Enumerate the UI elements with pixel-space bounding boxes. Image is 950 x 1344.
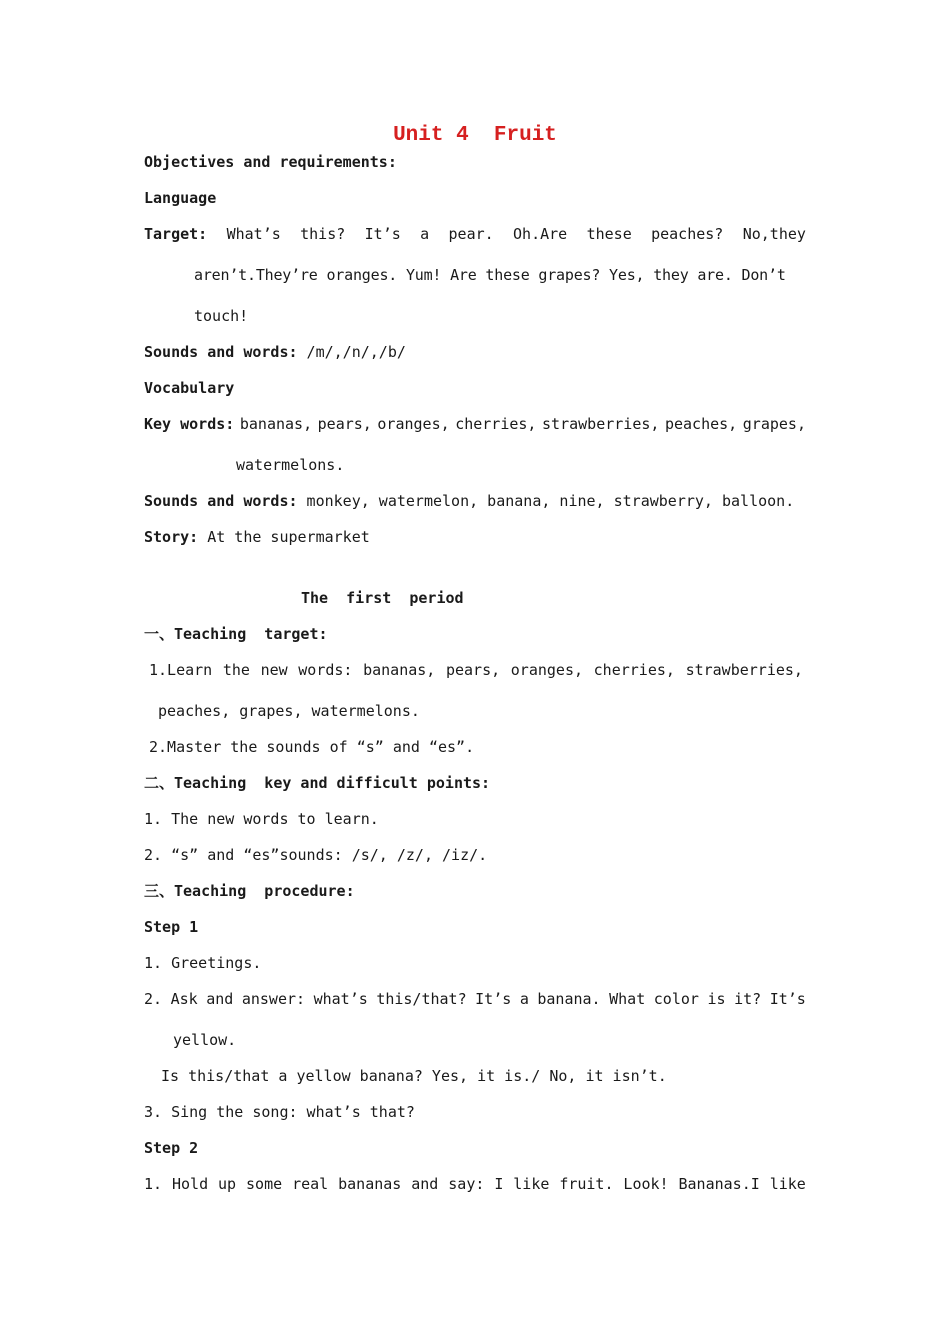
item-word: up [218, 1175, 237, 1193]
target-line-1 [144, 224, 806, 244]
target-word: What’s [226, 225, 281, 243]
target-line-3: touch! [194, 307, 249, 325]
item-word: this/that? [376, 990, 467, 1008]
target-word: pear. [448, 225, 494, 243]
keywords-label: Key words: [144, 415, 235, 433]
item-word: strawberries, [685, 661, 803, 679]
sounds-words-label: Sounds and words: [144, 343, 298, 361]
item-word: 2. [144, 990, 163, 1008]
item-word: bananas, [363, 661, 436, 679]
sounds-words-value: /m/,/n/,/b/ [297, 343, 406, 361]
target-label: Target: [144, 225, 208, 243]
section-1-item-2: 2.Master the sounds of “s” and “es”. [149, 738, 475, 756]
item-word: banana. [537, 990, 601, 1008]
period-heading: The first period [301, 589, 464, 607]
keywords-line-2: watermelons. [236, 456, 345, 474]
item-word: like [513, 1175, 550, 1193]
sounds-words-line [144, 342, 406, 362]
story-line [144, 527, 370, 547]
objectives-heading: Objectives and requirements: [144, 153, 397, 171]
story-label: Story: [144, 528, 199, 546]
item-word: I [494, 1175, 504, 1193]
item-word: 1. [144, 1175, 163, 1193]
item-word: 1.Learn [149, 661, 213, 679]
story-value: At the supermarket [198, 528, 370, 546]
target-word: this? [300, 225, 346, 243]
keyword: pears, [317, 415, 372, 433]
language-heading: Language [144, 189, 217, 207]
item-word: some [246, 1175, 283, 1193]
item-word: and [206, 990, 234, 1008]
document-title: Unit 4 Fruit [393, 124, 557, 147]
keyword: grapes, [742, 415, 806, 433]
vocabulary-heading: Vocabulary [144, 379, 235, 397]
sounds-words-value-2: monkey, watermelon, banana, nine, strawberry, balloon. [297, 492, 795, 510]
item-word: What [609, 990, 646, 1008]
section-2-heading: 二、Teaching key and difficult points: [144, 774, 491, 792]
step-2-heading: Step 2 [144, 1139, 199, 1157]
step-1-item-3: 3. Sing the song: what’s that? [144, 1103, 415, 1121]
section-2-item-1: 1. The new words to learn. [144, 810, 379, 828]
keyword: bananas, [239, 415, 313, 433]
item-word: fruit. [559, 1175, 614, 1193]
sounds-words-line-2 [144, 491, 794, 511]
keyword: oranges, [377, 415, 450, 433]
step-1-item-2-line-3: Is this/that a yellow banana? Yes, it is./ No, it isn’t. [161, 1067, 667, 1085]
item-word: Hold [171, 1175, 209, 1193]
target-word: these [586, 225, 632, 243]
item-word: color [653, 990, 699, 1008]
item-word: say: [448, 1175, 485, 1193]
step-1-item-1: 1. Greetings. [144, 954, 262, 972]
item-word: It’s [475, 990, 512, 1008]
step-2-item-1-line-1 [144, 1174, 806, 1194]
target-line-2: aren’t.They’re oranges. Yum! Are these grapes? Yes, they are. Don’t [194, 266, 786, 284]
item-word: real [292, 1175, 329, 1193]
section-3-heading: 三、Teaching procedure: [144, 882, 355, 900]
item-word: answer: [241, 990, 306, 1008]
item-word: words: [298, 661, 353, 679]
keyword: peaches, [664, 415, 738, 433]
item-word: pears, [445, 661, 501, 679]
section-1-item-1-line-2: peaches, grapes, watermelons. [158, 702, 420, 720]
item-word: and [411, 1175, 439, 1193]
item-word: it? [734, 990, 762, 1008]
keyword: strawberries, [542, 415, 660, 433]
item-word: what’s [313, 990, 368, 1008]
step-1-item-2-line-2: yellow. [173, 1031, 237, 1049]
item-word: oranges, [510, 661, 584, 679]
step-1-heading: Step 1 [144, 918, 199, 936]
target-word: Oh.Are [513, 225, 568, 243]
sounds-words-label-2: Sounds and words: [144, 492, 298, 510]
keywords-line-1 [144, 414, 806, 434]
item-word: the [222, 661, 250, 679]
section-2-item-2: 2. “s” and “es”sounds: /s/, /z/, /iz/. [144, 846, 488, 864]
section-1-item-1-line-1 [149, 660, 803, 680]
item-word: bananas [338, 1175, 402, 1193]
item-word: Look! [623, 1175, 669, 1193]
item-word: Ask [170, 990, 198, 1008]
item-word: new [260, 661, 288, 679]
target-word: No,they [742, 225, 806, 243]
target-word: a [420, 225, 430, 243]
target-word: It’s [364, 225, 401, 243]
item-word: a [519, 990, 529, 1008]
step-1-item-2-line-1 [144, 989, 806, 1009]
item-word: cherries, [593, 661, 675, 679]
keyword: cherries, [455, 415, 537, 433]
item-word: like [769, 1175, 806, 1193]
item-word: Bananas.I [678, 1175, 760, 1193]
target-word: peaches? [651, 225, 724, 243]
item-word: It’s [769, 990, 806, 1008]
section-1-heading: 一、Teaching target: [144, 625, 328, 643]
item-word: is [707, 990, 726, 1008]
